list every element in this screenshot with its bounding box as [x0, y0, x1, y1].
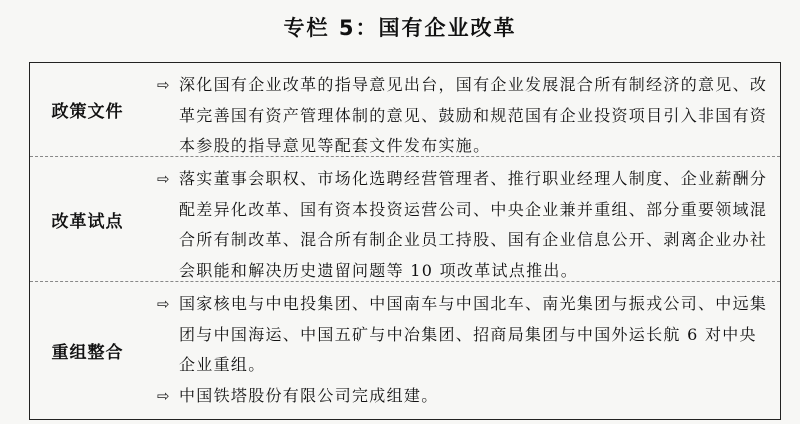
list-item [157, 70, 772, 162]
table-row-policy [30, 63, 780, 156]
arrow-outline-icon: ⇨ [157, 295, 170, 313]
row-label: 政策文件 [51, 102, 124, 122]
arrow-outline-icon: ⇨ [157, 76, 170, 94]
list-item [157, 381, 772, 412]
row-content [145, 157, 780, 281]
item-text: 深化国有企业改革的指导意见出台，国有企业发展混合所有制经济的意见、改革完善国有资产管理体制的意见、鼓励和规范国有企业投资项目引入非国有资本参股的指导意见等配套文件发布实施。 [179, 75, 768, 155]
list-item [157, 164, 772, 286]
row-content [145, 63, 780, 156]
item-text: 落实董事会职权、市场化选聘经营管理者、推行职业经理人制度、企业薪酬分配差异化改革、国有资本投资运营公司、中央企业兼并重组、部分重要领域混合所有制改革、混合所有制企业员工持股、国有企业信息公开、剥离企业办社会职能和解决历史遗留问题等 10 项改革试点推出。 [179, 169, 768, 280]
arrow-outline-icon: ⇨ [157, 170, 170, 188]
item-text: 国家核电与中电投集团、中国南车与中国北车、南光集团与振戎公司、中远集团与中国海运、中国五矿与中冶集团、招商局集团与中国外运长航 6 对中央企业重组。 [179, 294, 768, 374]
row-content [145, 282, 780, 419]
table-row-pilot [30, 156, 780, 281]
row-label: 重组整合 [51, 343, 124, 363]
item-text: 中国铁塔股份有限公司完成组建。 [179, 385, 439, 405]
table-row-restructure [30, 281, 780, 419]
list-item [157, 289, 772, 381]
row-label: 改革试点 [51, 211, 124, 232]
arrow-outline-icon: ⇨ [157, 386, 170, 405]
page-title: 专栏 5：国有企业改革 [283, 16, 517, 40]
reform-table [29, 62, 781, 420]
